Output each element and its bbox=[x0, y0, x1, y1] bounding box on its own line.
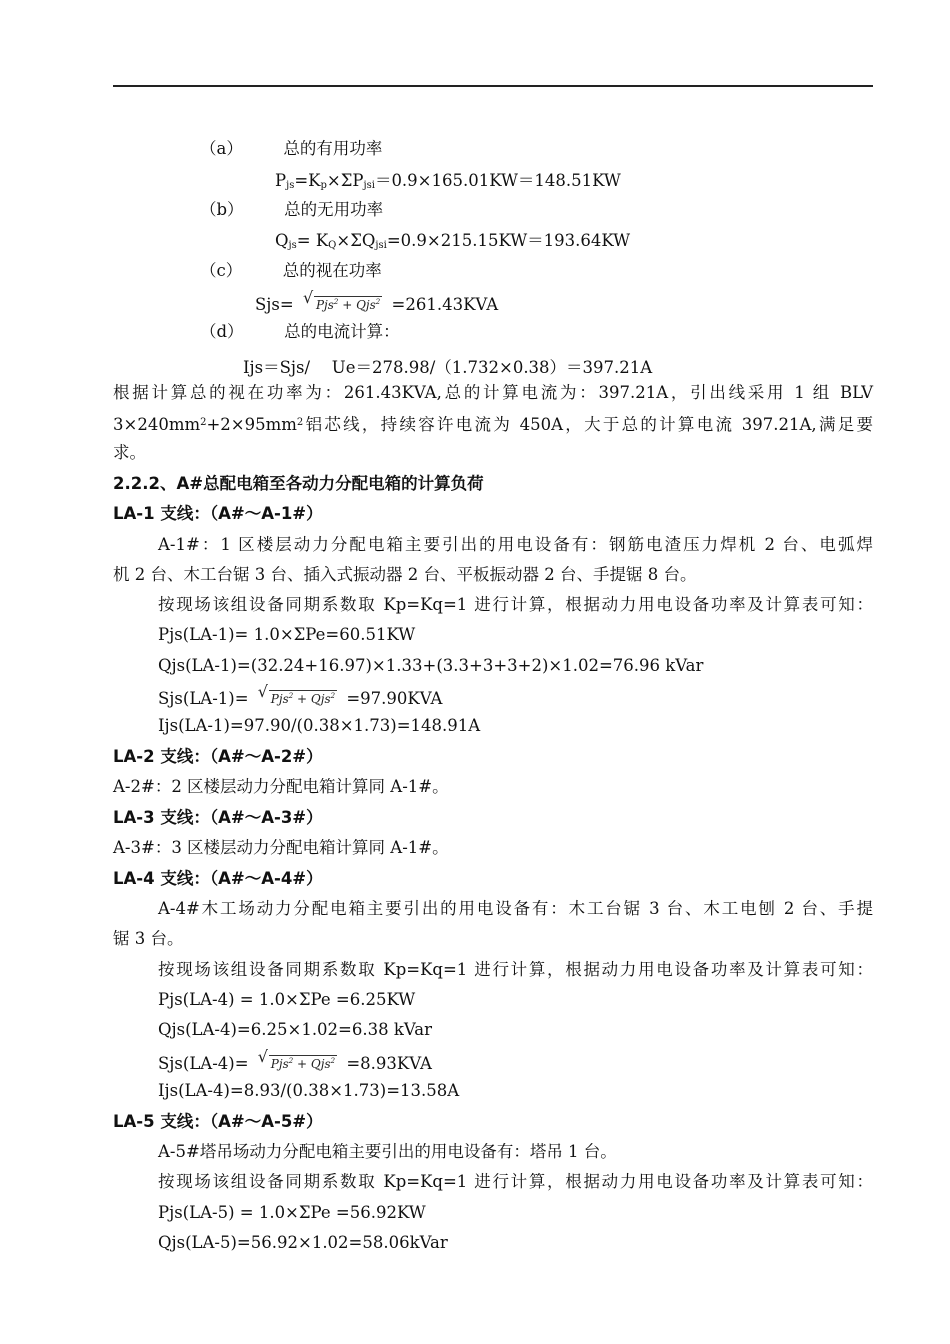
calc-b-title: 总的无用功率 bbox=[284, 200, 384, 219]
calc-d-label: （d） bbox=[200, 322, 244, 341]
la5-heading: LA-5 支线：（A#～A-5#） bbox=[113, 1112, 323, 1131]
la4-desc-2: 锯 3 台。 bbox=[113, 929, 184, 948]
summary-line-1: 根据计算总的视在功率为：261.43KVA,总的计算电流为：397.21A，引出线采用 1 组 BLV bbox=[113, 383, 873, 402]
la5-qjs: Qjs(LA-5)=56.92×1.02=58.06kVar bbox=[158, 1233, 448, 1252]
sqrt-formula: √ Pjs$^2$ + Qjs$^2$ bbox=[257, 1047, 336, 1071]
la4-ijs: Ijs(LA-4)=8.93/(0.38×1.73)=13.58A bbox=[158, 1081, 460, 1100]
la2-desc: A-2#：2 区楼层动力分配电箱计算同 A-1#。 bbox=[113, 777, 449, 796]
la3-heading: LA-3 支线：（A#～A-3#） bbox=[113, 808, 323, 827]
calc-d-formula: Ijs＝Sjs/ Ue＝278.98/（1.732×0.38）＝397.21A bbox=[243, 358, 653, 377]
calc-b-formula: $Q_{js}= K_Q\times\Sigma Q_{jsi}=0.9\times 215.15KW=193.64KW$ bbox=[275, 231, 631, 251]
la1-pjs: Pjs(LA-1)= 1.0×ΣPe=60.51KW bbox=[158, 625, 416, 644]
header-rule bbox=[113, 85, 873, 87]
la1-heading: LA-1 支线：（A#～A-1#） bbox=[113, 504, 323, 523]
calc-d-heading bbox=[200, 321, 400, 343]
summary-line-3: 求。 bbox=[113, 443, 146, 462]
sqrt-formula: √ Pjs$^2$ + Qjs$^2$ bbox=[257, 682, 336, 706]
la5-desc: A-5#塔吊场动力分配电箱主要引出的用电设备有：塔吊 1 台。 bbox=[158, 1142, 617, 1161]
calc-b-heading bbox=[200, 199, 383, 221]
la4-heading: LA-4 支线：（A#～A-4#） bbox=[113, 869, 323, 888]
la4-qjs: Qjs(LA-4)=6.25×1.02=6.38 kVar bbox=[158, 1020, 432, 1039]
calc-a-heading bbox=[200, 138, 382, 160]
la4-desc-1: A-4#木工场动力分配电箱主要引出的用电设备有：木工台锯 3 台、木工电刨 2 台、手提 bbox=[158, 899, 873, 918]
calc-c-heading bbox=[200, 260, 382, 282]
calc-a-formula: $P_{js}=K_p\times\Sigma P_{jsi}=0.9\times 165.01KW=148.51KW$ bbox=[275, 171, 621, 191]
calc-c-title: 总的视在功率 bbox=[282, 261, 382, 280]
la1-ijs: Ijs(LA-1)=97.90/(0.38×1.73)=148.91A bbox=[158, 716, 481, 735]
calc-b-label: （b） bbox=[200, 200, 244, 219]
la3-desc: A-3#：3 区楼层动力分配电箱计算同 A-1#。 bbox=[113, 838, 449, 857]
la5-method: 按现场该组设备同期系数取 Kp=Kq=1 进行计算，根据动力用电设备功率及计算表可知： bbox=[158, 1172, 873, 1191]
sqrt-formula: √ Pjs$^2$ + Qjs$^2$ bbox=[302, 288, 381, 312]
la1-desc-1: A-1#：1 区楼层动力分配电箱主要引出的用电设备有：钢筋电渣压力焊机 2 台、电弧焊 bbox=[158, 535, 873, 554]
la1-qjs: Qjs(LA-1)=(32.24+16.97)×1.33+(3.3+3+3+2)×1.02=76.96 kVar bbox=[158, 656, 704, 675]
calc-c-formula: Sjs= √ Pjs$^2$ + Qjs$^2$ =261.43KVA bbox=[255, 288, 499, 314]
calc-d-title: 总的电流计算： bbox=[284, 322, 400, 341]
section-title: 2.2.2、A#总配电箱至各动力分配电箱的计算负荷 bbox=[113, 474, 484, 493]
la1-sjs: Sjs(LA-1)= √ Pjs$^2$ + Qjs$^2$ =97.90KVA bbox=[158, 682, 443, 708]
la4-pjs: Pjs(LA-4) = 1.0×ΣPe =6.25KW bbox=[158, 990, 416, 1009]
calc-c-label: （c） bbox=[200, 261, 243, 280]
la4-method: 按现场该组设备同期系数取 Kp=Kq=1 进行计算，根据动力用电设备功率及计算表可知： bbox=[158, 960, 873, 979]
la1-method: 按现场该组设备同期系数取 Kp=Kq=1 进行计算，根据动力用电设备功率及计算表可知： bbox=[158, 595, 873, 614]
calc-a-title: 总的有用功率 bbox=[283, 139, 383, 158]
la4-sjs: Sjs(LA-4)= √ Pjs$^2$ + Qjs$^2$ =8.93KVA bbox=[158, 1047, 432, 1073]
la1-desc-2: 机 2 台、木工台锯 3 台、插入式振动器 2 台、平板振动器 2 台、手提锯 8 台。 bbox=[113, 565, 697, 584]
la2-heading: LA-2 支线：（A#～A-2#） bbox=[113, 747, 323, 766]
calc-a-label: （a） bbox=[200, 139, 243, 158]
summary-line-2: $3\times 240mm^2+2\times 95mm^2$铝芯线，持续容许电流为 450A，大于总的计算电流 397.21A,满足要 bbox=[113, 415, 873, 434]
la5-pjs: Pjs(LA-5) = 1.0×ΣPe =56.92KW bbox=[158, 1203, 426, 1222]
